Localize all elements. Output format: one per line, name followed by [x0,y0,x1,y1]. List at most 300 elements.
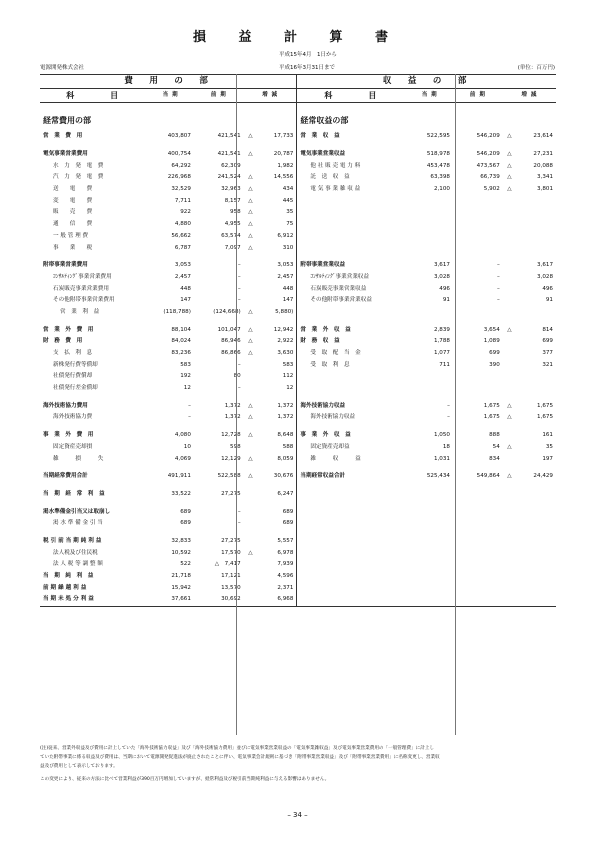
expense-change: 6,912 [257,231,297,243]
expense-change-sign [244,489,257,501]
expense-current-header: 当 期 [147,89,194,103]
revenue-change [516,231,556,243]
revenue-prior [453,383,503,395]
revenue-current: – [447,402,450,409]
expense-item: 前 期 繰 越 利 益 [43,584,87,591]
table-row [40,283,556,295]
expense-item: 石炭販売事業営業費用 [53,285,109,292]
revenue-prior: 834 [489,455,500,462]
revenue-change: 496 [542,285,553,292]
revenue-change-sign: △ [507,151,512,158]
expense-change-sign: △ [248,308,253,315]
expense-change: 30,676 [257,471,297,483]
expense-change: 4,596 [257,571,297,583]
revenue-current [406,506,453,518]
footnote-line: ていた附帯事業に係る収益及び費用は、当期において電源開発促進法が廃止されたことに伴い、電気事業会計規則に基づき「附帯事業営業収益」及び「附帯事業営業費用」に名称変更し、営業収 [40,755,440,760]
revenue-change [516,219,556,231]
revenue-prior [453,231,503,243]
table-row [40,184,556,196]
revenue-item [297,536,407,548]
revenue-change: 161 [542,432,553,439]
expense-change: 434 [257,184,297,196]
table-row [40,207,556,219]
period-to: 平成16年3月31日まで [279,65,335,71]
expense-change-sign: △ [248,350,253,357]
expense-change-sign: △ [248,186,253,193]
revenue-item: ｺﾝｻﾙﾃｨﾝｸﾞ事業営業収益 [310,273,370,280]
expense-current: 56,662 [171,232,191,239]
expense-item: 法人税及び住民税 [53,549,98,556]
expense-change-sign: △ [248,432,253,439]
expense-change: 689 [257,518,297,530]
revenue-change: 377 [542,350,553,357]
revenue-current: 1,050 [433,432,450,439]
revenue-change-sign [503,594,516,606]
revenue-prior: 699 [489,350,500,357]
expense-current: 32,529 [171,186,191,193]
revenue-prior: 473,567 [476,162,500,169]
expense-change: 12,942 [257,324,297,336]
expense-change: 5,557 [257,536,297,548]
revenue-prior [453,207,503,219]
expense-change: 147 [257,295,297,307]
revenue-prior [453,536,503,548]
revenue-change: 1,675 [536,402,553,409]
revenue-prior: 888 [489,432,500,439]
revenue-prior: – [496,273,500,280]
revenue-item: 受 取 利 息 [310,361,350,368]
expense-prior: – [237,285,241,292]
revenue-change-sign [503,359,516,371]
revenue-prior [453,571,503,583]
table-row [40,547,556,559]
revenue-change-sign [503,547,516,559]
period-from: 平成15年4月 1日から [279,52,337,58]
expense-prior: 12,728 [221,432,241,439]
company-name: 電源開発株式会社 [40,65,85,71]
expense-prior: – [237,508,241,515]
expense-item: 当 期 経 常 利 益 [43,490,105,497]
table-row [40,371,556,383]
revenue-current [406,547,453,559]
revenue-change: 3,341 [536,174,553,181]
expense-prior: 598 [230,443,241,450]
expense-change: 689 [257,506,297,518]
table-row [40,400,556,412]
statement-rows [40,103,556,607]
revenue-item-header: 科 目 [297,89,407,103]
expense-change: 2,457 [257,272,297,284]
page-number: – 34 – [287,811,308,819]
revenue-change-sign [503,453,516,465]
revenue-change [516,547,556,559]
expense-change: 2,922 [257,336,297,348]
revenue-item: 電気事業営業収益 [300,151,346,158]
revenue-item: 石炭販売事業営業収益 [310,285,367,292]
revenue-change-sign: △ [507,133,512,140]
expense-change: 12 [257,383,297,395]
revenue-current [406,582,453,594]
revenue-change: 814 [542,326,553,333]
revenue-item: 経常収益の部 [300,115,349,125]
expense-change-sign [244,442,257,454]
table-row [40,131,556,143]
expense-current: 2,457 [174,273,191,280]
revenue-prior: 546,209 [476,151,500,158]
expense-current: 922 [180,209,191,216]
table-row [40,412,556,424]
expense-change-sign [244,559,257,571]
revenue-current [406,518,453,530]
expense-change-sign [244,506,257,518]
revenue-change: 3,617 [536,262,553,269]
revenue-item: 固定資産売却益 [310,443,350,450]
expense-change-sign [244,371,257,383]
table-row [40,149,556,161]
revenue-change [516,103,556,132]
expense-prior: – [237,273,241,280]
expense-change [257,103,297,132]
revenue-current: 2,100 [433,186,450,193]
expense-change-sign [244,571,257,583]
expense-change-sign: △ [248,326,253,333]
footnote-line: この変更により、従来の方法に比べて営業利益が390百万円増加していますが、経常利益及び税引前当期純利益に与える影響はありません。 [40,777,330,782]
expense-item: 電気事業営業費用 [43,151,88,158]
expense-change: 7,939 [257,559,297,571]
table-row [40,453,556,465]
expense-current: 226,968 [167,174,191,181]
revenue-prior [453,547,503,559]
revenue-item [297,307,407,319]
revenue-current [406,219,453,231]
expense-prior: 27,275 [221,490,241,497]
revenue-change-sign: △ [507,174,512,181]
revenue-change-sign [503,207,516,219]
expense-change: 8,648 [257,430,297,442]
revenue-current: 63,398 [430,174,450,181]
expense-current: 88,104 [171,326,191,333]
table-row [40,489,556,501]
revenue-prior [453,242,503,254]
expense-item: 附帯事業営業費用 [43,262,88,269]
expense-prior: 86,866 [221,350,241,357]
revenue-item [297,371,407,383]
revenue-change-sign [503,571,516,583]
expense-change: 6,968 [257,594,297,606]
expense-current: 6,787 [174,244,191,251]
revenue-item: 海外技術協力収益 [310,414,356,421]
expense-item: 汽 力 発 電 費 [53,174,104,181]
revenue-change-sign: △ [507,162,512,169]
revenue-item [297,489,407,501]
expense-item: 新株発行費等償却 [53,361,98,368]
expense-change: 310 [257,242,297,254]
expense-prior: 32,963 [221,186,241,193]
expense-current: 64,292 [171,162,191,169]
revenue-prior [453,103,503,132]
expense-prior: 101,047 [217,326,241,333]
expense-change-sign: △ [248,473,253,480]
table-row [40,582,556,594]
table-row [40,559,556,571]
revenue-item [297,231,407,243]
expense-current: 15,942 [171,584,191,591]
revenue-current [406,242,453,254]
expense-prior: – [237,520,241,527]
revenue-item: 事 業 外 収 益 [300,432,351,439]
revenue-change [516,518,556,530]
revenue-current: 522,595 [426,133,450,140]
revenue-change: 24,429 [533,473,553,480]
expense-current [147,103,194,132]
revenue-item [297,571,407,583]
table-row [40,103,556,132]
expense-prior: 62,309 [221,162,241,169]
revenue-change [516,506,556,518]
expense-change: 112 [257,371,297,383]
expense-current: 32,833 [171,537,191,544]
expense-change: 6,247 [257,489,297,501]
expense-prior: 63,574 [221,232,241,239]
expense-prior: 17,121 [221,573,241,580]
revenue-prior: 54 [492,443,500,450]
expense-item: 経常費用の部 [43,115,91,125]
revenue-change [516,489,556,501]
expense-current: 10,592 [171,549,191,556]
expense-change-sign: △ [248,455,253,462]
revenue-change-sign: △ [507,473,512,480]
revenue-prior [453,559,503,571]
revenue-change-sign [503,371,516,383]
expense-current: 12 [183,385,191,392]
expense-item: 営 業 外 費 用 [43,326,94,333]
revenue-change: 3,028 [536,273,553,280]
revenue-change-sign [503,536,516,548]
expense-prior: 13,570 [221,584,241,591]
table-row [40,231,556,243]
expense-item: 海外技術協力費 [53,414,93,421]
revenue-change [516,582,556,594]
expense-current: 689 [180,520,191,527]
expense-item: ｺﾝｻﾙﾃｨﾝｸﾞ事業営業費用 [53,273,112,280]
expense-current: – [188,402,191,409]
expense-item: 社債発行差金償却 [53,385,98,392]
expense-change: 6,978 [257,547,297,559]
revenue-change [516,559,556,571]
expense-item: 通 信 費 [53,221,93,228]
expense-prior-header: 前 期 [194,89,244,103]
expense-change-sign [244,160,257,172]
revenue-item [297,594,407,606]
expense-change-sign [244,260,257,272]
expense-item: 当 期 未 処 分 利 益 [40,594,147,606]
revenue-change-sign [503,231,516,243]
expense-change-sign [244,295,257,307]
expense-item: 固定資産売却損 [53,443,93,450]
table-row [40,594,556,606]
document-title: 損 益 計 算 書 [192,30,403,45]
revenue-change: 197 [542,455,553,462]
expense-change-sign: △ [248,209,253,216]
revenue-item [297,547,407,559]
expense-item: 税 引 前 当 期 純 利 益 [43,537,102,544]
expense-change: 3,630 [257,348,297,360]
revenue-change: 35 [545,443,553,450]
expense-change: 1,372 [257,412,297,424]
expense-change-sign: △ [248,232,253,239]
revenue-change: 699 [542,338,553,345]
table-row [40,272,556,284]
expense-current: 83,236 [171,350,191,357]
expense-prior: – [237,361,241,368]
expense-current: – [188,414,191,421]
expense-change: 35 [257,207,297,219]
expense-current: 400,754 [167,151,191,158]
expense-current: 4,080 [174,432,191,439]
expense-change-sign: △ [248,402,253,409]
revenue-change [516,242,556,254]
revenue-item [297,518,407,530]
revenue-prior: 1,675 [483,402,500,409]
revenue-change-sign [503,283,516,295]
expense-change-sign [244,283,257,295]
revenue-change-sign [503,295,516,307]
revenue-prior-header: 前 期 [453,89,503,103]
expense-change-sign: △ [248,174,253,181]
expense-change-sign: △ [248,338,253,345]
revenue-change-header: 増 減 [503,89,556,103]
revenue-current: 91 [442,297,450,304]
expense-prior: 8,157 [224,197,241,204]
table-row [40,348,556,360]
table-row [40,506,556,518]
expense-prior: – [237,262,241,269]
revenue-item [297,207,407,219]
revenues-section-header: 収 益 の 部 [297,75,556,89]
revenue-change-sign [503,336,516,348]
expense-change: 20,787 [257,149,297,161]
expense-current: 448 [180,285,191,292]
expense-current: 583 [180,361,191,368]
expense-item-header: 科 目 [40,89,147,103]
revenue-prior: – [496,297,500,304]
revenue-change [516,536,556,548]
revenue-current [406,489,453,501]
column-divider [236,74,237,735]
revenue-change-sign [503,506,516,518]
column-divider [455,74,456,735]
revenue-change: 321 [542,361,553,368]
expense-change-sign [244,518,257,530]
expense-prior: 1,372 [224,414,241,421]
revenue-current: 518,978 [426,151,450,158]
revenue-current-header: 当 期 [406,89,453,103]
expense-prior: 27,275 [221,537,241,544]
revenue-prior [453,195,503,207]
revenue-prior: 390 [489,361,500,368]
revenue-change-sign: △ [507,326,512,333]
revenue-change: 23,614 [533,133,553,140]
revenue-item [297,506,407,518]
revenue-change-sign [503,582,516,594]
expense-item: 事 業 税 [53,244,93,251]
revenue-item: 当期経常収益合計 [300,473,346,480]
table-row [40,536,556,548]
expense-item: 法 人 税 等 調 整 額 [53,561,103,568]
expense-item: 渇水準備金引当又は取崩し [43,508,111,515]
table-row [40,571,556,583]
revenue-item: 海外技術協力収益 [300,402,346,409]
revenue-change [516,307,556,319]
expense-current: 147 [180,297,191,304]
revenue-change-sign [503,260,516,272]
revenue-current: – [447,414,450,421]
expense-change: 17,733 [257,131,297,143]
table-row [40,442,556,454]
expense-change-sign: △ [248,151,253,158]
revenue-current: 711 [439,361,450,368]
expense-item: 営 業 利 益 [60,308,100,315]
expense-item: 送 電 費 [53,186,93,193]
revenue-current [406,536,453,548]
expense-current: 7,711 [174,197,191,204]
expense-prior: 17,570 [221,549,241,556]
expense-change-sign [244,103,257,132]
expense-change: 8,059 [257,453,297,465]
expense-current: 403,807 [167,133,191,140]
expense-item: 当 期 純 利 益 [43,573,94,580]
expense-prior: 1,372 [224,402,241,409]
table-row [40,160,556,172]
revenue-change-sign [503,430,516,442]
revenue-current [406,207,453,219]
expense-item: その他附帯事業営業費用 [53,297,115,304]
expense-change: 14,556 [257,172,297,184]
expense-current: 689 [180,508,191,515]
revenue-item: その他附帯事業営業収益 [310,297,372,304]
revenue-prior: 5,902 [483,186,500,193]
unit-label: (単位：百万円) [517,65,555,71]
table-row [40,295,556,307]
revenue-prior [453,594,503,606]
expense-prior: 7,097 [224,244,241,251]
revenue-item [297,582,407,594]
expense-change: 445 [257,195,297,207]
expense-change: 5,880) [257,307,297,319]
expense-change: 75 [257,219,297,231]
expense-current: (118,788) [163,308,191,315]
expense-change-header: 増 減 [244,89,297,103]
expense-current: 10 [183,443,191,450]
expense-item: 社債発行費償却 [53,373,93,380]
revenue-item: 他 社 販 売 電 力 料 [310,162,361,169]
revenue-prior [453,307,503,319]
revenue-current [406,307,453,319]
expense-item: 当期経常費用合計 [43,473,88,480]
revenue-current: 525,434 [426,473,450,480]
expense-current: 491,911 [167,473,191,480]
revenue-change-sign: △ [507,414,512,421]
revenue-current: 3,617 [433,262,450,269]
revenue-item [297,559,407,571]
revenue-item [297,219,407,231]
expense-change-sign: △ [248,549,253,556]
revenue-item: 営 業 収 益 [300,133,340,140]
revenue-prior: 546,209 [476,133,500,140]
revenue-change-sign [503,348,516,360]
expense-change: 3,053 [257,260,297,272]
expense-item: 営 業 費 用 [43,133,83,140]
